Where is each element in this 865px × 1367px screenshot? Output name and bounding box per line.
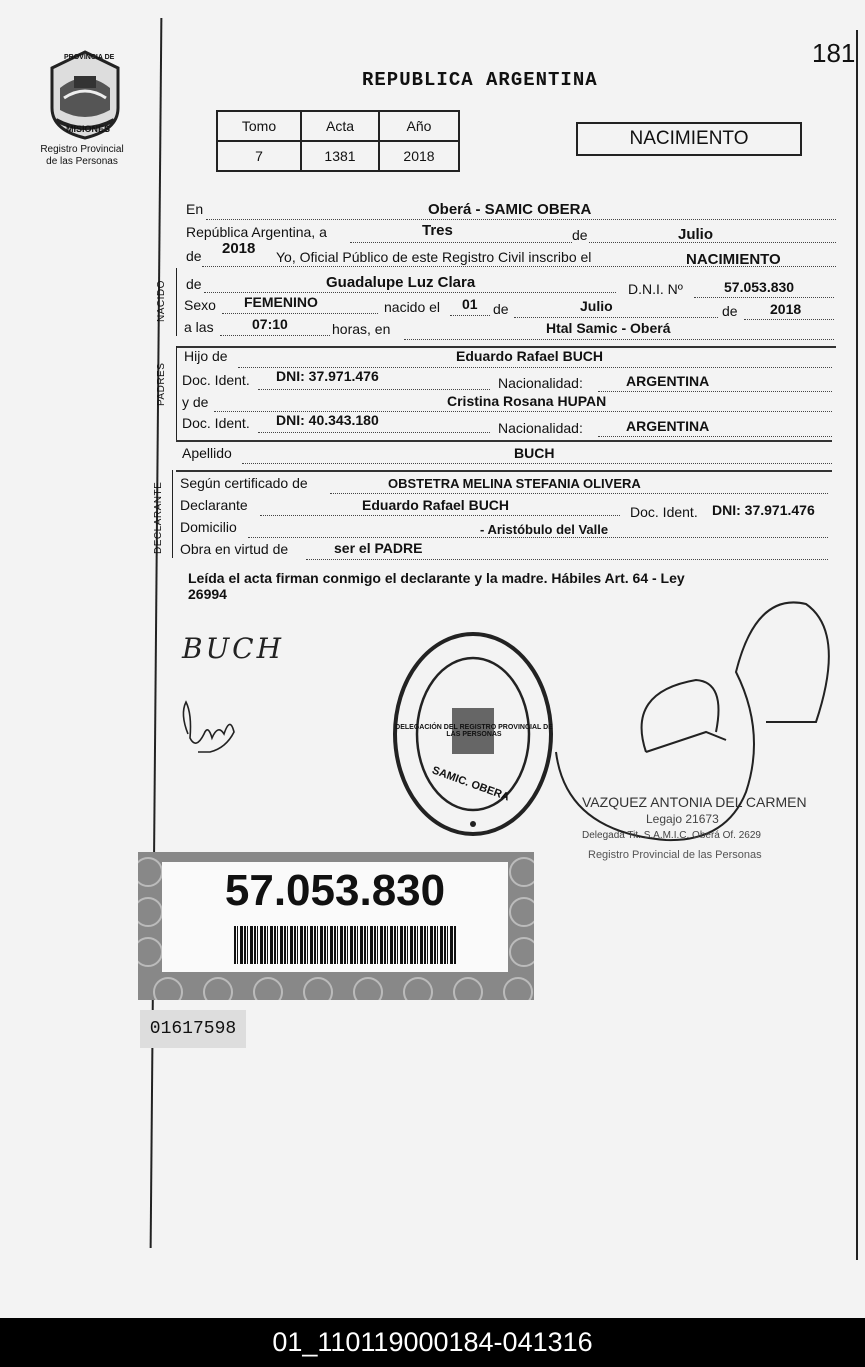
horas-label: horas, en [332, 321, 391, 337]
closing-text-2: 26994 [188, 586, 227, 602]
dni-sticker [138, 852, 534, 1000]
document-title: REPUBLICA ARGENTINA [362, 69, 598, 91]
logo-text-top: PROVINCIA DE [64, 54, 115, 61]
year-prefix: de [186, 248, 202, 264]
right-border-line [856, 30, 858, 1260]
de-label-1: de [572, 227, 588, 243]
acta-header: Acta [301, 111, 379, 141]
official-registro: Registro Provincial de las Personas [588, 849, 762, 861]
inscribe-value: NACIMIENTO [686, 251, 781, 268]
closing-text-1: Leída el acta firman conmigo el declarante y la madre. Hábiles Art. 64 - Ley [188, 570, 685, 586]
declarante-label: Declarante [180, 497, 248, 513]
mother-doc-label: Doc. Ident. [182, 415, 250, 431]
serial-number: 01617598 [140, 1010, 246, 1048]
section-padres: PADRES [156, 362, 167, 406]
logo-caption-2: de las Personas [46, 156, 118, 167]
father-nat: ARGENTINA [626, 373, 710, 389]
mother-nat-label: Nacionalidad: [498, 420, 583, 436]
signature-mother [176, 694, 246, 764]
left-border-line [150, 18, 163, 1248]
dni-label: D.N.I. Nº [628, 281, 683, 297]
domicilio-value: - Aristóbulo del Valle [480, 522, 609, 537]
father-doc: DNI: 37.971.476 [276, 368, 379, 384]
barcode [234, 926, 456, 964]
father-name: Eduardo Rafael BUCH [456, 348, 604, 364]
mother-nat: ARGENTINA [626, 418, 710, 434]
seal-inner-text: SAMIC. OBERA [430, 764, 511, 804]
dni-sticker-number: 57.053.830 [224, 866, 446, 915]
section-nacido: NACIDO [156, 280, 167, 322]
domicilio-label: Domicilio [180, 519, 237, 535]
hijo-de-label: Hijo de [184, 348, 228, 364]
de-label-3: de [722, 303, 738, 319]
declarante-value: Eduardo Rafael BUCH [362, 497, 510, 513]
footer-id-bar: 01_110119000184-041316 [0, 1318, 865, 1367]
apellido-value: BUCH [514, 445, 555, 461]
birth-time: 07:10 [252, 316, 288, 332]
a-las-label: a las [184, 319, 214, 335]
mother-doc: DNI: 40.343.180 [276, 412, 379, 428]
apellido-label: Apellido [182, 445, 232, 461]
sexo-value: FEMENINO [244, 294, 318, 310]
segun-value: OBSTETRA MELINA STEFANIA OLIVERA [388, 476, 641, 491]
logo-text-bottom: MISIONES [66, 124, 111, 134]
declarante-doc-label: Doc. Ident. [630, 504, 698, 520]
sexo-label: Sexo [184, 297, 216, 313]
tomo-value: 7 [217, 141, 301, 171]
official-seal-stamp [390, 628, 556, 840]
oficial-text: Yo, Oficial Público de este Registro Civil inscribo el [276, 249, 592, 265]
en-value: Oberá - SAMIC OBERA [428, 201, 592, 218]
nacido-name: Guadalupe Luz Clara [326, 274, 476, 291]
y-de-label: y de [182, 394, 209, 410]
father-doc-label: Doc. Ident. [182, 372, 250, 388]
ano-header: Año [379, 111, 459, 141]
month-value: Julio [678, 226, 714, 243]
declarante-doc: DNI: 37.971.476 [712, 502, 815, 518]
day-value: Tres [422, 222, 453, 239]
de-label-2: de [493, 301, 509, 317]
birth-month: Julio [580, 298, 613, 314]
ano-value: 2018 [379, 141, 459, 171]
republica-label: República Argentina, a [186, 224, 327, 240]
official-legajo: Legajo 21673 [646, 812, 719, 826]
tomo-header: Tomo [217, 111, 301, 141]
registry-table [216, 110, 460, 172]
father-nat-label: Nacionalidad: [498, 375, 583, 391]
act-type-box: NACIMIENTO [576, 122, 802, 156]
birth-place: Htal Samic - Oberá [546, 320, 671, 336]
acta-value: 1381 [301, 141, 379, 171]
section-declarante: DECLARANTE [153, 481, 164, 554]
dni-value: 57.053.830 [724, 279, 795, 295]
year-value: 2018 [222, 240, 256, 257]
seal-ring-text: DELEGACIÓN DEL REGISTRO PROVINCIAL DE LAS PERSONAS [395, 724, 553, 738]
birth-day: 01 [462, 296, 478, 312]
segun-label: Según certificado de [180, 475, 308, 491]
page-number: 181 [812, 38, 856, 68]
province-logo [44, 48, 126, 140]
official-name: VAZQUEZ ANTONIA DEL CARMEN [582, 794, 807, 810]
mother-name: Cristina Rosana HUPAN [447, 393, 607, 409]
signature-buch: BUCH [182, 632, 285, 665]
nacido-el-label: nacido el [384, 299, 441, 315]
en-label: En [186, 201, 204, 217]
obra-value: ser el PADRE [334, 540, 423, 556]
birth-year: 2018 [770, 301, 802, 317]
obra-label: Obra en virtud de [180, 541, 289, 557]
logo-caption-1: Registro Provincial [40, 144, 124, 155]
official-delegada: Delegada Tit. S.A.M.I.C. Oberá Of. 2629 [582, 830, 761, 841]
nacido-de-label: de [186, 276, 202, 292]
